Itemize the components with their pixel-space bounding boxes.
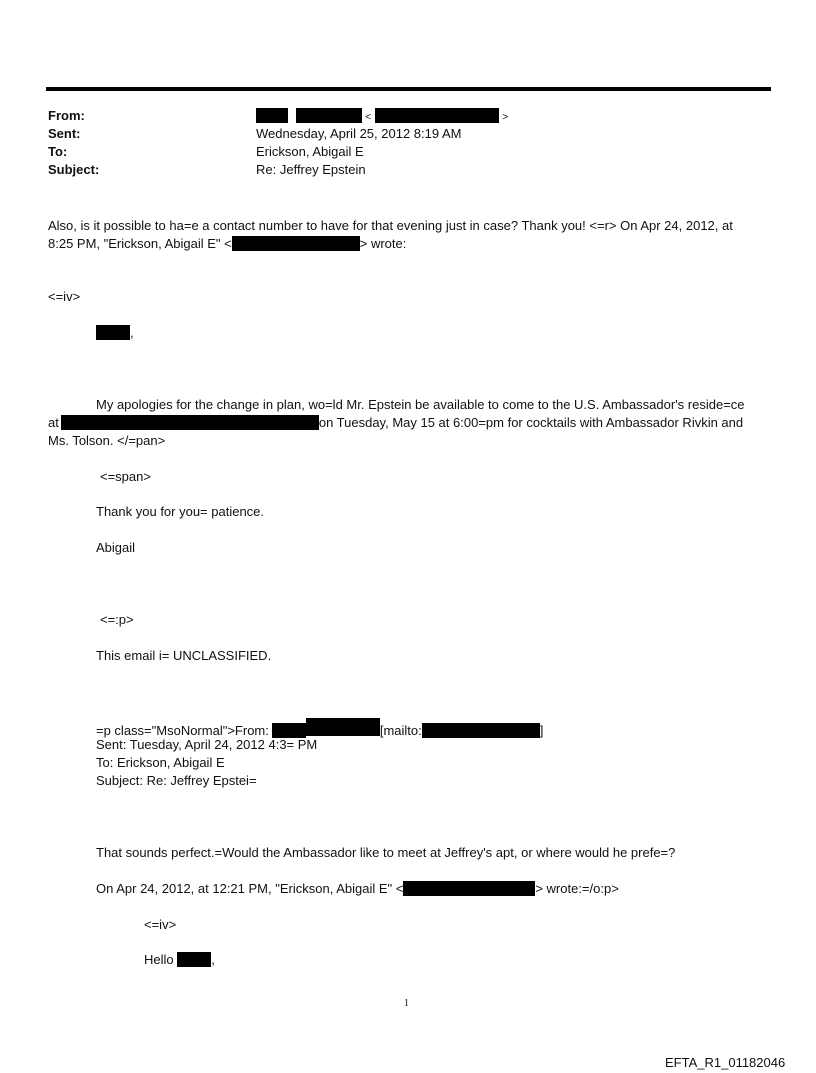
redaction-block <box>403 881 535 896</box>
span-tag: <=span> <box>100 469 151 484</box>
body-line: Also, is it possible to ha=e a contact number to have for that evening just in case? Thank you! <=r> On Apr 24, 2012, at <box>48 218 733 233</box>
body-line: 8:25 PM, "Erickson, Abigail E" < > wrote: <box>48 236 407 251</box>
p-tag: <=:p> <box>100 612 134 627</box>
sent-label: Sent: <box>48 126 81 141</box>
to-label: To: <box>48 144 68 159</box>
redaction-block <box>306 718 380 736</box>
hello-line: Hello , <box>144 952 215 967</box>
greeting: , <box>96 324 134 342</box>
quoted-subject: Subject: Re: Jeffrey Epstei= <box>96 773 257 788</box>
quoted-to: To: Erickson, Abigail E <box>96 755 225 770</box>
redaction-block <box>375 108 499 123</box>
to-value: Erickson, Abigail E <box>256 144 364 159</box>
from-value: < > <box>256 107 508 127</box>
redaction-block <box>61 415 319 430</box>
page-number: 1 <box>404 998 409 1009</box>
signature: Abigail <box>96 540 136 555</box>
body-line: at on Tuesday, May 15 at 6:00=pm for cocktails with Ambassador Rivkin and <box>48 415 744 430</box>
document-id: EFTA_R1_01182046 <box>665 1055 786 1070</box>
redaction-block <box>422 723 540 738</box>
redaction-block <box>177 952 211 967</box>
quoted-from: =p class="MsoNormal">From: [mailto: ] <box>96 718 543 740</box>
redaction-block <box>232 236 360 251</box>
div-tag: <=iv> <box>144 917 177 932</box>
header-rule <box>46 87 771 91</box>
sent-value: Wednesday, April 25, 2012 8:19 AM <box>256 126 462 141</box>
subject-value: Re: Jeffrey Epstein <box>256 162 366 177</box>
body-line: That sounds perfect.=Would the Ambassador like to meet at Jeffrey's apt, or where would he prefe=? <box>96 845 676 860</box>
redaction-block <box>296 108 362 123</box>
redaction-block <box>96 325 130 340</box>
redaction-block <box>256 108 288 123</box>
from-label: From: <box>48 108 85 123</box>
body-line: Ms. Tolson. </=pan> <box>48 433 166 448</box>
classification-line: This email i= UNCLASSIFIED. <box>96 648 272 663</box>
div-tag: <=iv> <box>48 289 81 304</box>
thanks-line: Thank you for you= patience. <box>96 504 265 519</box>
body-line: On Apr 24, 2012, at 12:21 PM, "Erickson, Abigail E" < > wrote:=/o:p> <box>96 881 619 896</box>
quoted-sent: Sent: Tuesday, April 24, 2012 4:3= PM <box>96 737 318 752</box>
body-line: My apologies for the change in plan, wo=ld Mr. Epstein be available to come to the U.S. Ambassador's reside=ce <box>96 397 745 412</box>
subject-label: Subject: <box>48 162 100 177</box>
